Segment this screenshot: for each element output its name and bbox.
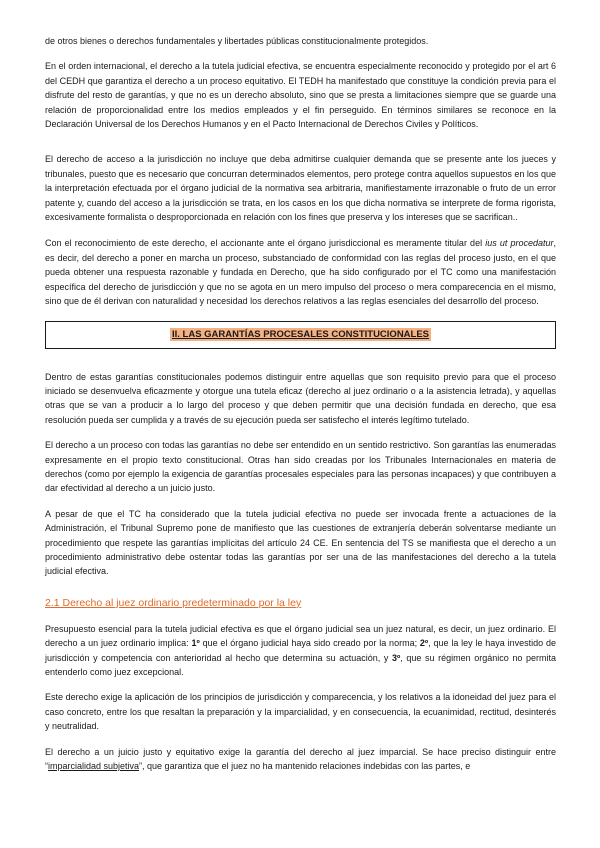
paragraph-constitutional-guarantees: Dentro de estas garantías constitucionales podemos distinguir entre aquellas que son requisito previo para que el proceso iniciado se desenvuelva eficazmente y otorgue una tutela eficaz (derecho al juez ordinario o a la asistencia letrada), y aquellas otras que se van a producir a lo largo del proceso y que deben permitir que una decisión fundada en derecho, que esa resolución pueda ser cumplida y a través de su ejecución pueda ser satisfecho el interés legítimo tutelado. xyxy=(45,371,556,425)
paragraph-impartial-judge xyxy=(45,745,556,774)
paragraph-international-order: En el orden internacional, el derecho a la tutela judicial efectiva, se encuentra especialmente reconocido y protegido por el art 6 del CEDH que garantiza el derecho a un proceso equitativo. El TEDH ha manifestado que constituye la condición previa para el disfrute del resto de garantías, y que no es un derecho absoluto, sino que se presta a limitaciones siempre que se guarde una relación de proporcionalidad entre los medios empleados y el fin perseguido. En términos similares se reconoce en la Declaración Universal de los Derechos Humanos y en el Pacto Internacional de Derechos Civiles y Políticos. xyxy=(45,61,556,130)
ordinal-1: 1º xyxy=(191,638,200,649)
text-segment: ”, que garantiza que el juez no ha mantenido relaciones indebidas con las partes, e xyxy=(139,761,471,772)
text-segment: Presupuesto esencial para la tutela judicial efectiva es que el órgano judicial sea un juez natural, es decir, un juez ordinario. El derecho a un juez ordinario implica: xyxy=(45,623,556,649)
text-segment: , es decir, del derecho a poner en marcha un proceso, substanciado de conformidad con las reglas del proceso justo, en el que pueda obtener una respuesta razonable y fundada en Derecho, que ha sido configurado por el TC como una manifestación específica del derecho de jurisdicción y que no se agota en un mero impulso del proceso o mera comparecencia en el mismo, sino que de él derivan con naturalidad y necesidad los derechos relativos a las reglas esenciales del desarrollo del proceso. xyxy=(45,238,557,307)
paragraph-judge-suitability: Este derecho exige la aplicación de los principios de jurisdicción y comparecencia, y los relativos a la idoneidad del juez para el caso concreto, entre los que resaltan la preparación y la imparcialidad, y en consecuencia, la ecuanimidad, rectitud, desinterés y neutralidad. xyxy=(45,692,556,732)
section-heading-box xyxy=(45,321,556,349)
paragraph-continuation: de otros bienes o derechos fundamentales y libertades públicas constitucionalmente protegidos. xyxy=(45,36,429,46)
text-segment: , que su régimen orgánico no permita entenderlo como juez excepcional. xyxy=(45,652,556,677)
text-segment: , que la ley le haya investido de jurisdicción y competencia con anterioridad al hecho que determina su actuación, y xyxy=(45,638,556,663)
paragraph-ius-ut-procedatur xyxy=(45,236,556,308)
underlined-term: imparcialidad subjetiva xyxy=(48,761,140,772)
text-segment: El derecho a un juicio justo y equitativo exige la garantía del derecho al juez imparcial. Se hace preciso distinguir entre “ xyxy=(45,746,556,772)
paragraph-administration: A pesar de que el TC ha considerado que la tutela judicial efectiva no puede ser invocada frente a actuaciones de la Administración, el Tribunal Supremo pone de manifiesto que las cuestiones de extranjería deberán solventarse mediante un procedimiento que respete las garantías implícitas del artículo 24 CE. En sentencia del TS se manifiesta que el derecho a un procedimiento administrativo debe ostentar todas las garantías por ser una de las manifestaciones del derecho a la tutela judicial efectiva. xyxy=(45,508,556,577)
ordinal-2: 2º xyxy=(419,638,429,649)
paragraph-ordinary-judge xyxy=(45,622,556,680)
ordinal-3: 3º xyxy=(391,652,401,663)
paragraph-process-guarantees: El derecho a un proceso con todas las garantías no debe ser entendido en un sentido restrictivo. Son garantías las enumeradas expresamente en el propio texto constitucional. Otras han sido creadas por los Tribunales Internacionales en materia de derechos (como por ejemplo la exigencia de garantías procesales especiales para las personas incapaces) y que contribuyen a dar efectividad al derecho a un juicio justo. xyxy=(45,440,556,494)
text-segment: Con el reconocimiento de este derecho, el accionante ante el órgano jurisdiccional es meramente titular del xyxy=(45,238,486,249)
subsection-heading: 2.1 Derecho al juez ordinario predeterminado por la ley xyxy=(45,596,302,609)
text-segment: que el órgano judicial haya sido creado por la norma; xyxy=(199,638,420,649)
paragraph-access-jurisdiction: El derecho de acceso a la jurisdicción no incluye que deba admitirse cualquier demanda que se presente ante los jueces y tribunales, puesto que es necesario que concurran determinados elementos, pero protege contra aquellos supuestos en los que la interpretación efectuada por el órgano judicial de la normativa sea arbitraria, manifiestamente irrazonable o fruto de un error patente y, cuando del acceso a la jurisdicción se trata, en los casos en los que dicha normativa se interprete de forma rigorista, excesivamente formalista o desproporcionada en relación con los fines que preserva y los intereses que se sacrifican.. xyxy=(45,154,556,223)
section-title: II. LAS GARANTÍAS PROCESALES CONSTITUCIONALES xyxy=(171,329,430,340)
italic-term: ius ut procedatur xyxy=(485,238,554,249)
